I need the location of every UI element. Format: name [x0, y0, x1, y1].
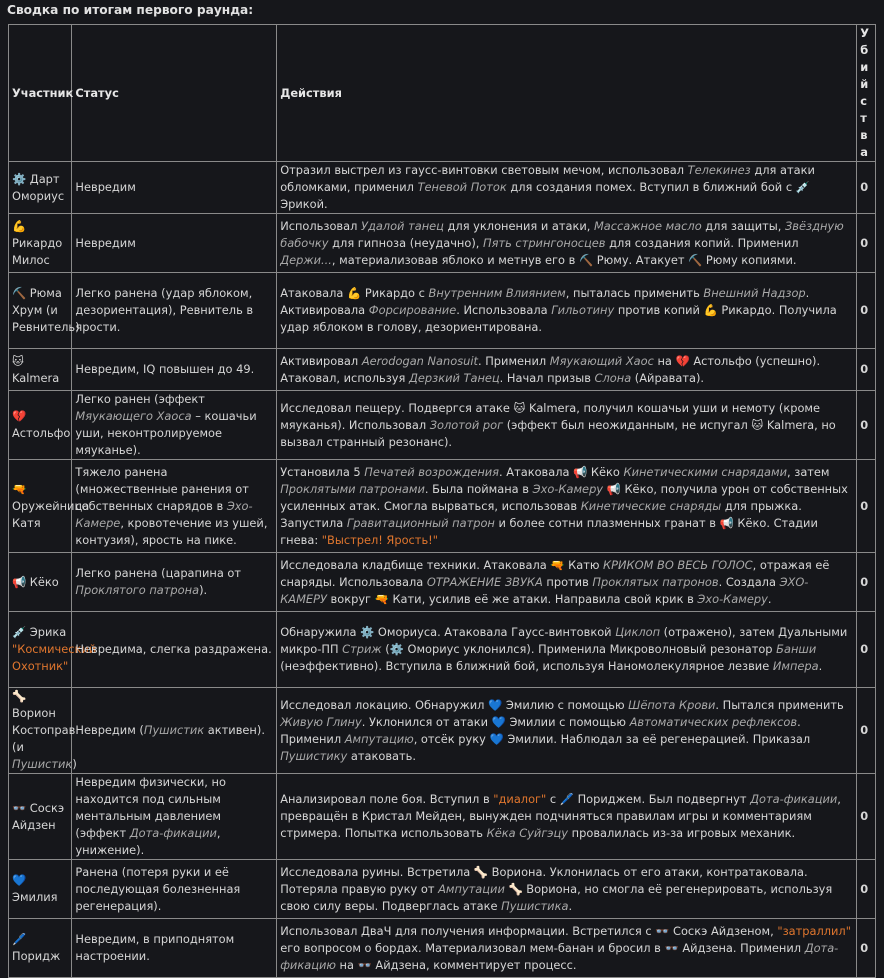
status-cell: Легко ранена (царапина от Проклятого патрона).	[72, 553, 277, 612]
actions-cell: Обнаружила ⚙️ Омориуса. Атаковала Гаусс-винтовкой Циклоп (отражено), затем Дуальными микро-ПП Стриж (⚙️ Омориус уклонился). Применила Микроволновый резонатор Банши (неэффективно). Вступила в ближний бой, используя Наномолекулярное лезвие Импера.	[277, 612, 857, 688]
actions-cell: Использовал ДваЧ для получения информации. Встретился с 👓 Соскэ Айдзеном, "затраллил" его вопросом о бордах. Материализовал мем-банан и бросил в 👓 Айдзена. Применил Дота-фикацию на 👓 Айдзена, комментирует процесс.	[277, 919, 857, 978]
status-cell: Невредим	[72, 162, 277, 214]
kills-cell: 0	[857, 349, 876, 391]
kills-cell: 0	[857, 919, 876, 978]
table-body	[9, 162, 876, 978]
kills-cell: 0	[857, 391, 876, 460]
status-cell: Ранена (потеря руки и её последующая болезненная регенерация).	[72, 860, 277, 919]
status-cell: Невредим физически, но находится под сильным ментальным давлением (эффект Дота-фикации, унижение).	[72, 774, 277, 860]
participant-cell: 💉 Эрика "Космический Охотник"	[9, 612, 72, 688]
table-row	[9, 919, 876, 978]
status-cell: Невредим, в приподнятом настроении.	[72, 919, 277, 978]
status-cell: Тяжело ранена (множественные ранения от собственных снарядов в Эхо-Камере, кровотечение из ушей, контузия), ярость на пике.	[72, 460, 277, 553]
participant-cell: 💪 Рикардо Милос	[9, 214, 72, 273]
actions-cell: Исследовала кладбище техники. Атаковала 🔫 Катю КРИКОМ ВО ВЕСЬ ГОЛОС, отражая её снаряды. Использовала ОТРАЖЕНИЕ ЗВУКА против Проклятых патронов. Создала ЭХО-КАМЕРУ вокруг 🔫 Кати, усилив её же атаки. Направила свой крик в Эхо-Камеру.	[277, 553, 857, 612]
actions-cell: Отразил выстрел из гаусс-винтовки световым мечом, использовал Телекинез для атаки обломками, применил Теневой Поток для создания помех. Вступил в ближний бой с 💉 Эрикой.	[277, 162, 857, 214]
status-cell: Легко ранена (удар яблоком, дезориентация), Ревнитель в ярости.	[72, 273, 277, 349]
table-row	[9, 688, 876, 774]
kills-cell: 0	[857, 774, 876, 860]
header-kills: Убийства	[857, 25, 876, 162]
actions-cell: Атаковала 💪 Рикардо с Внутренним Влиянием, пыталась применить Внешний Надзор. Активировала Форсирование. Использовала Гильотину против копий 💪 Рикардо. Получила удар яблоком в голову, дезориентирована.	[277, 273, 857, 349]
table-row	[9, 162, 876, 214]
participant-cell: ⚙️ Дарт Омориус	[9, 162, 72, 214]
table-row	[9, 612, 876, 688]
header-participant: Участник	[9, 25, 72, 162]
participant-cell: 💔 Астольфо	[9, 391, 72, 460]
table-row	[9, 391, 876, 460]
table-row	[9, 860, 876, 919]
kills-cell: 0	[857, 612, 876, 688]
status-cell: Невредима, слегка раздражена.	[72, 612, 277, 688]
actions-cell: Анализировал поле боя. Вступил в "диалог" с 🖊️ Пориджем. Был подвергнут Дота-фикации, превращён в Кристал Мейден, вынужден подчиняться правилам игры и комментариям стримера. Попытка использовать Кёка Суйгэцу провалилась из-за игровых механик.	[277, 774, 857, 860]
actions-cell: Установила 5 Печатей возрождения. Атаковала 📢 Кёко Кинетическими снарядами, затем Проклятыми патронами. Была поймана в Эхо-Камеру 📢 Кёко, получила урон от собственных усиленных атак. Смогла вырваться, использовав Кинетические снаряды для прыжка. Запустила Гравитационный патрон и более сотни плазменных гранат в 📢 Кёко. Стадии гнева: "Выстрел! Ярость!"	[277, 460, 857, 553]
table-row	[9, 553, 876, 612]
kills-cell: 0	[857, 860, 876, 919]
kills-cell: 0	[857, 214, 876, 273]
table-row	[9, 774, 876, 860]
participant-cell: 🦴 Ворион Костоправ (и Пушистик)	[9, 688, 72, 774]
round-summary-table	[8, 24, 876, 978]
status-cell: Невредим, IQ повышен до 49.	[72, 349, 277, 391]
status-cell: Невредим	[72, 214, 277, 273]
header-status: Статус	[72, 25, 277, 162]
table-row	[9, 460, 876, 553]
participant-cell: 🖊️ Поридж	[9, 919, 72, 978]
table-row	[9, 214, 876, 273]
actions-cell: Исследовала руины. Встретила 🦴 Вориона. Уклонилась от его атаки, контратаковала. Потеряла правую руку от Ампутации 🦴 Вориона, но смогла её регенерировать, используя свою силу веры. Подверглась атаке Пушистика.	[277, 860, 857, 919]
participant-cell: 🐱 Kalmera	[9, 349, 72, 391]
participant-cell: ⛏️ Рюма Хрум (и Ревнитель)	[9, 273, 72, 349]
actions-cell: Использовал Удалой танец для уклонения и атаки, Массажное масло для защиты, Звёздную бабочку для гипноза (неудачно), Пять стрингоносцев для создания копий. Применил Держи..., материализовав яблоко и метнув его в ⛏️ Рюму. Атакует ⛏️ Рюму копиями.	[277, 214, 857, 273]
summary-heading: Сводка по итогам первого раунда:	[7, 3, 254, 17]
header-actions: Действия	[277, 25, 857, 162]
actions-cell: Активировал Aerodogan Nanosuit. Применил Мяукающий Хаос на 💔 Астольфо (успешно). Атаковал, используя Дерзкий Танец. Начал призыв Слона (Айравата).	[277, 349, 857, 391]
participant-cell: 📢 Кёко	[9, 553, 72, 612]
status-cell: Легко ранен (эффект Мяукающего Хаоса – кошачьи уши, неконтролируемое мяуканье).	[72, 391, 277, 460]
status-cell: Невредим (Пушистик активен).	[72, 688, 277, 774]
table-header-row	[9, 25, 876, 162]
participant-cell: 🔫 Оружейница Катя	[9, 460, 72, 553]
kills-cell: 0	[857, 688, 876, 774]
table-row	[9, 349, 876, 391]
actions-cell: Исследовал пещеру. Подвергся атаке 🐱 Kalmera, получил кошачьи уши и немоту (кроме мяуканья). Использовал Золотой рог (эффект был неожиданным, не испугал 🐱 Kalmera, но вызвал странный резонанс).	[277, 391, 857, 460]
kills-cell: 0	[857, 162, 876, 214]
participant-cell: 👓 Соскэ Айдзен	[9, 774, 72, 860]
kills-cell: 0	[857, 553, 876, 612]
actions-cell: Исследовал локацию. Обнаружил 💙 Эмилию с помощью Шёпота Крови. Пытался применить Живую Глину. Уклонился от атаки 💙 Эмилии с помощью Автоматических рефлексов. Применил Ампутацию, отсёк руку 💙 Эмилии. Наблюдал за её регенерацией. Приказал Пушистику атаковать.	[277, 688, 857, 774]
participant-cell: 💙 Эмилия	[9, 860, 72, 919]
table-row	[9, 273, 876, 349]
kills-cell: 0	[857, 273, 876, 349]
kills-cell: 0	[857, 460, 876, 553]
